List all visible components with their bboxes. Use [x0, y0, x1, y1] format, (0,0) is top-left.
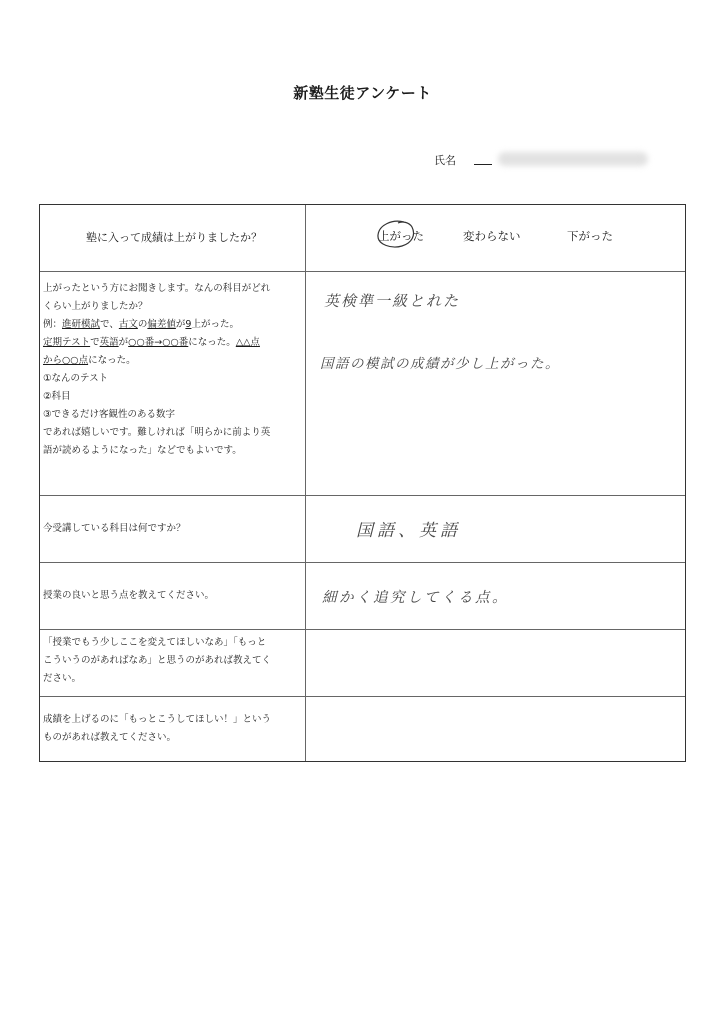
table-row — [40, 205, 685, 272]
question-line: こういうのがあればなあ」と思うのがあれば教えてく — [43, 655, 272, 666]
table-row — [40, 496, 685, 563]
name-underline — [474, 164, 492, 165]
question-cell — [40, 630, 306, 696]
question-line: 「授業でもう少しここを変えてほしいなあ」「もっと — [43, 637, 267, 648]
table-row — [40, 272, 685, 496]
table-row — [40, 563, 685, 630]
question-line: であれば嬉しいです。難しければ「明らかに前より英 — [43, 427, 271, 438]
question-line: 語が読めるようになった」などでもよいです。 — [43, 445, 242, 456]
example-line: 定期テストで英語が○○番→○○番になった。△△点 — [43, 337, 260, 348]
list-item: ③できるだけ客観性のある数字 — [43, 409, 176, 420]
answer-cell[interactable] — [306, 697, 685, 761]
survey-table — [39, 204, 686, 762]
example-line: から○○点になった。 — [43, 355, 136, 366]
question-cell — [40, 697, 306, 761]
list-item: ①なんのテスト — [43, 373, 109, 384]
choice-unchanged[interactable]: 変わらない — [463, 229, 521, 243]
answer-cell — [306, 272, 685, 495]
question-text: 塾に入って成績は上がりましたか？ — [86, 231, 262, 244]
question-line: 上がったという方にお聞きします。なんの科目がどれ — [43, 283, 271, 294]
answer-cell — [306, 205, 685, 271]
question-cell — [40, 205, 306, 271]
question-text: 今受講している科目は何ですか？ — [43, 523, 186, 534]
list-item: ②科目 — [43, 391, 71, 402]
table-row — [40, 697, 685, 761]
handwritten-answer: 国語、英語 — [356, 521, 461, 541]
question-line: ださい。 — [43, 673, 82, 684]
name-field — [434, 150, 674, 170]
handwritten-answer: 国語の模試の成績が少し上がった。 — [320, 356, 560, 372]
question-cell — [40, 496, 306, 562]
name-label: 氏名 — [434, 154, 456, 167]
table-row — [40, 630, 685, 697]
question-cell — [40, 563, 306, 629]
survey-title: 新塾生徒アンケート — [293, 84, 432, 102]
answer-cell[interactable] — [306, 630, 685, 696]
handwritten-answer: 細かく追究してくる点。 — [322, 590, 509, 606]
answer-cell — [306, 563, 685, 629]
question-line: 成績を上げるのに「もっとこうしてほしい！」という — [43, 714, 272, 725]
choice-down[interactable]: 下がった — [567, 229, 613, 243]
question-line: くらい上がりましたか？ — [43, 301, 148, 312]
choice-up[interactable]: 上がった — [378, 229, 424, 243]
example-line: 例：進研模試で、古文の偏差値が9上がった。 — [43, 319, 239, 330]
question-text: 授業の良いと思う点を教えてください。 — [43, 590, 215, 601]
question-cell — [40, 272, 306, 495]
answer-cell — [306, 496, 685, 562]
question-line: ものがあれば教えてください。 — [43, 732, 177, 743]
redacted-name — [498, 152, 648, 166]
handwritten-answer: 英検準一級とれた — [324, 292, 461, 310]
